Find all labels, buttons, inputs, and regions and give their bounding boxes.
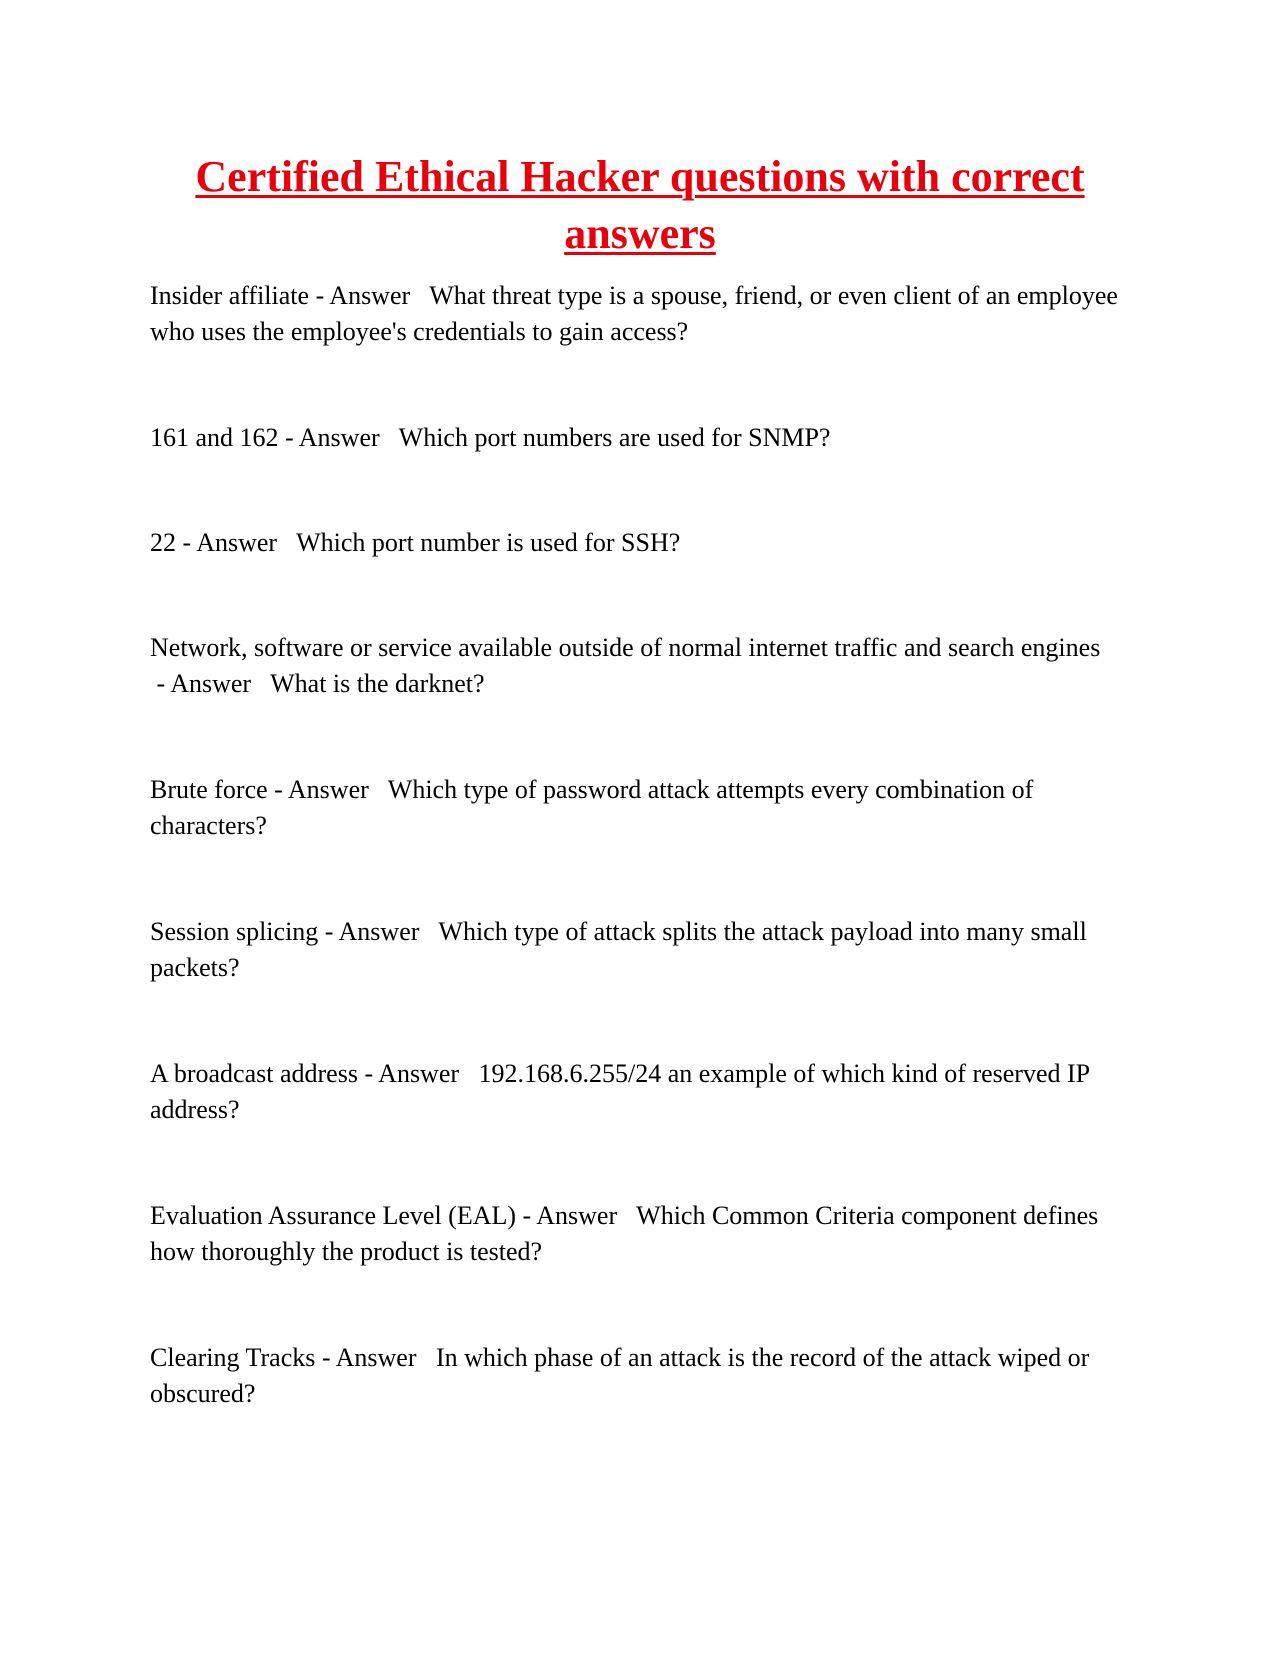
answer-text: Session splicing (150, 917, 319, 946)
qa-item (150, 525, 1130, 561)
answer-separator: - Answer (278, 423, 399, 452)
answer-text: Clearing Tracks (150, 1343, 316, 1372)
answer-separator: - Answer (318, 917, 439, 946)
qa-item (150, 1056, 1130, 1128)
answer-text: Insider affiliate (150, 281, 310, 310)
answer-text: 161 and 162 (150, 423, 279, 452)
answer-separator: - Answer (357, 1059, 479, 1088)
answer-text: Network, software or service available outside of normal internet traffic and search engines (150, 633, 1101, 662)
qa-list (150, 278, 1130, 1482)
qa-item (150, 914, 1130, 986)
answer-text: Brute force (150, 775, 268, 804)
answer-separator: - Answer (516, 1201, 637, 1230)
answer-text: Evaluation Assurance Level (EAL) (150, 1201, 517, 1230)
question-text: Which Common Criteria component defines how thoroughly the product is tested? (150, 1201, 1099, 1266)
qa-item (150, 630, 1130, 702)
qa-item (150, 278, 1130, 350)
question-text: Which port number is used for SSH? (296, 528, 681, 557)
qa-item (150, 420, 1130, 456)
question-text: Which port numbers are used for SNMP? (398, 423, 831, 452)
answer-text: 22 (150, 528, 176, 557)
answer-text: A broadcast address (150, 1059, 358, 1088)
answer-separator: - Answer (150, 669, 271, 698)
question-text: In which phase of an attack is the record of the attack wiped or obscured? (150, 1343, 1090, 1408)
qa-item (150, 1198, 1130, 1270)
question-text: What threat type is a spouse, friend, or even client of an employee who uses the employee's credentials to gain access? (150, 281, 1118, 346)
answer-separator: - Answer (176, 528, 297, 557)
qa-item (150, 1340, 1130, 1412)
question-text: Which type of password attack attempts every combination of characters? (150, 775, 1034, 840)
question-text: 192.168.6.255/24 an example of which kind of reserved IP address? (150, 1059, 1090, 1124)
question-text: Which type of attack splits the attack payload into many small packets? (150, 917, 1087, 982)
page-title: Certified Ethical Hacker questions with correct answers (195, 152, 1085, 258)
question-text: What is the darknet? (270, 669, 485, 698)
qa-item (150, 772, 1130, 844)
answer-separator: - Answer (309, 281, 430, 310)
answer-separator: - Answer (315, 1343, 436, 1372)
answer-separator: - Answer (267, 775, 388, 804)
